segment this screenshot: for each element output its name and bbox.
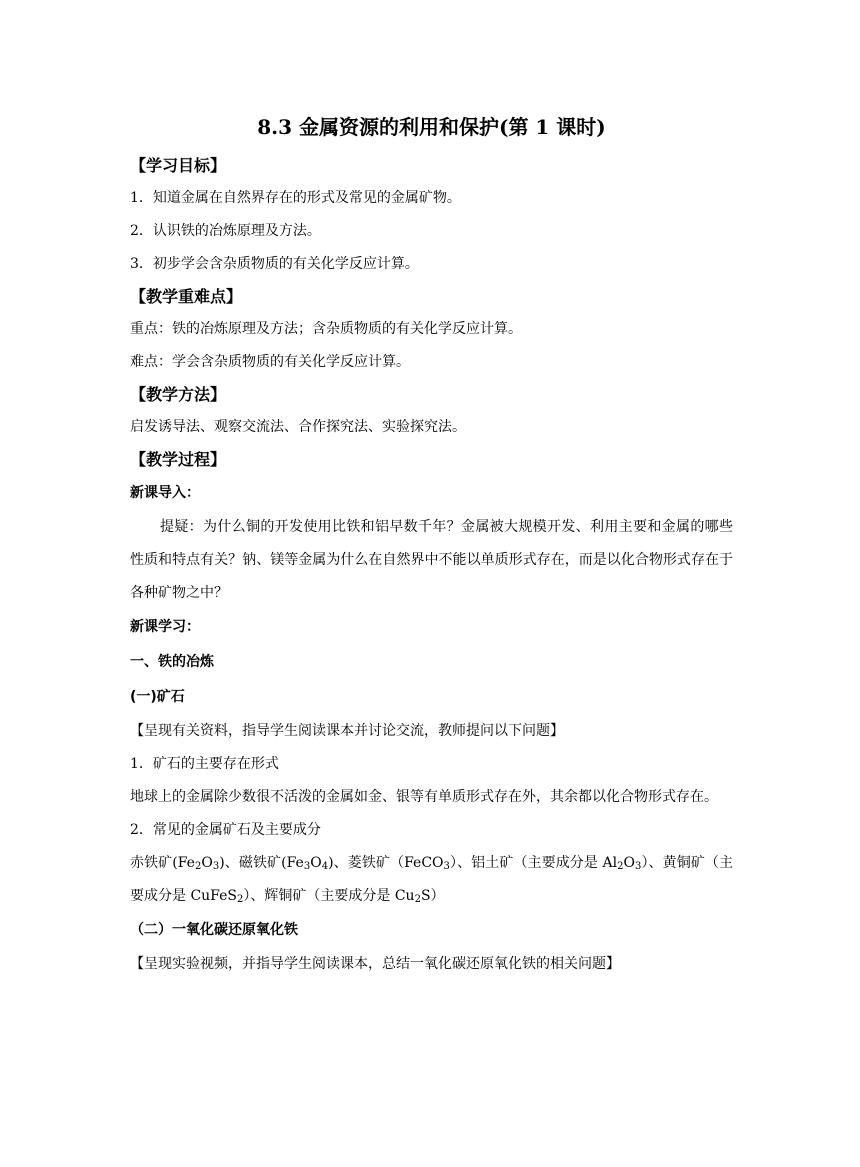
ores-text: [130, 847, 733, 913]
key-point: 重点：铁的冶炼原理及方法；含杂质物质的有关化学反应计算。: [130, 321, 522, 337]
subscript: 3: [443, 861, 450, 872]
question-item: 2．常见的金属矿石及主要成分: [130, 822, 321, 838]
document-page: [130, 110, 733, 981]
subsection-heading: (一)矿石: [130, 689, 185, 705]
subscript: 3: [634, 861, 642, 872]
process-heading: 【教学过程】: [130, 450, 227, 469]
goal-item: 2．认识铁的冶炼原理及方法。: [130, 223, 321, 239]
page-title: 8.3 金属资源的利用和保护(第 1 课时): [257, 115, 606, 139]
question-item: 1．矿石的主要存在形式: [130, 756, 279, 772]
goals-heading: 【学习目标】: [130, 156, 227, 175]
subscript: 3: [212, 861, 220, 872]
ores-text-run: S）: [420, 888, 445, 904]
subscript: 2: [617, 861, 624, 872]
intro-label: 新课导入：: [130, 485, 200, 501]
study-label: 新课学习：: [130, 619, 200, 635]
ores-text-run: )、菱铁矿（FeCO: [328, 855, 444, 871]
methods-heading: 【教学方法】: [130, 385, 227, 404]
difficult-point: 难点：学会含杂质物质的有关化学反应计算。: [130, 354, 410, 370]
part-heading: 一、铁的冶炼: [130, 654, 214, 670]
ores-text-run: )、磁铁矿(Fe: [219, 855, 304, 871]
ores-text-run: O: [623, 855, 635, 871]
subscript: 2: [414, 894, 421, 905]
prompt-text: 【呈现有关资料，指导学生阅读课本并讨论交流，教师提问以下问题】: [130, 723, 564, 739]
ores-text-run: O: [310, 855, 322, 871]
subscript: 2: [194, 861, 202, 872]
subsection-heading: （二）一氧化碳还原氧化铁: [130, 922, 298, 938]
goal-item: 1．知道金属在自然界存在的形式及常见的金属矿物。: [130, 190, 461, 206]
ores-text-run: ）、黄铜矿（主要成分是 CuFeS: [130, 855, 733, 904]
subscript: 3: [303, 861, 311, 872]
prompt-text: 【呈现实验视频，并指导学生阅读课本，总结一氧化碳还原氧化铁的相关问题】: [130, 956, 620, 972]
ores-text-run: O: [201, 855, 213, 871]
ores-text-run: ）、辉铜矿（主要成分是 Cu: [243, 888, 415, 904]
subscript: 4: [321, 861, 329, 872]
key-points-heading: 【教学重难点】: [130, 287, 243, 306]
goal-item: 3．初步学会含杂质物质的有关化学反应计算。: [130, 256, 419, 272]
methods-text: 启发诱导法、观察交流法、合作探究法、实验探究法。: [130, 419, 466, 435]
ores-text-run: 赤铁矿(Fe: [130, 855, 195, 871]
intro-text: 提疑：为什么铜的开发使用比铁和铝早数千年？金属被大规模开发、利用主要和金属的哪些性质和特点有关？钠、镁等金属为什么在自然界中不能以单质形式存在，而是以化合物形式存在于各种矿物之中？: [130, 519, 733, 601]
subscript: 2: [237, 894, 244, 905]
answer-text: 地球上的金属除少数很不活泼的金属如金、银等有单质形式存在外，其余都以化合物形式存在。: [130, 789, 718, 805]
ores-text-run: ）、铝土矿（主要成分是 Al: [449, 855, 618, 871]
